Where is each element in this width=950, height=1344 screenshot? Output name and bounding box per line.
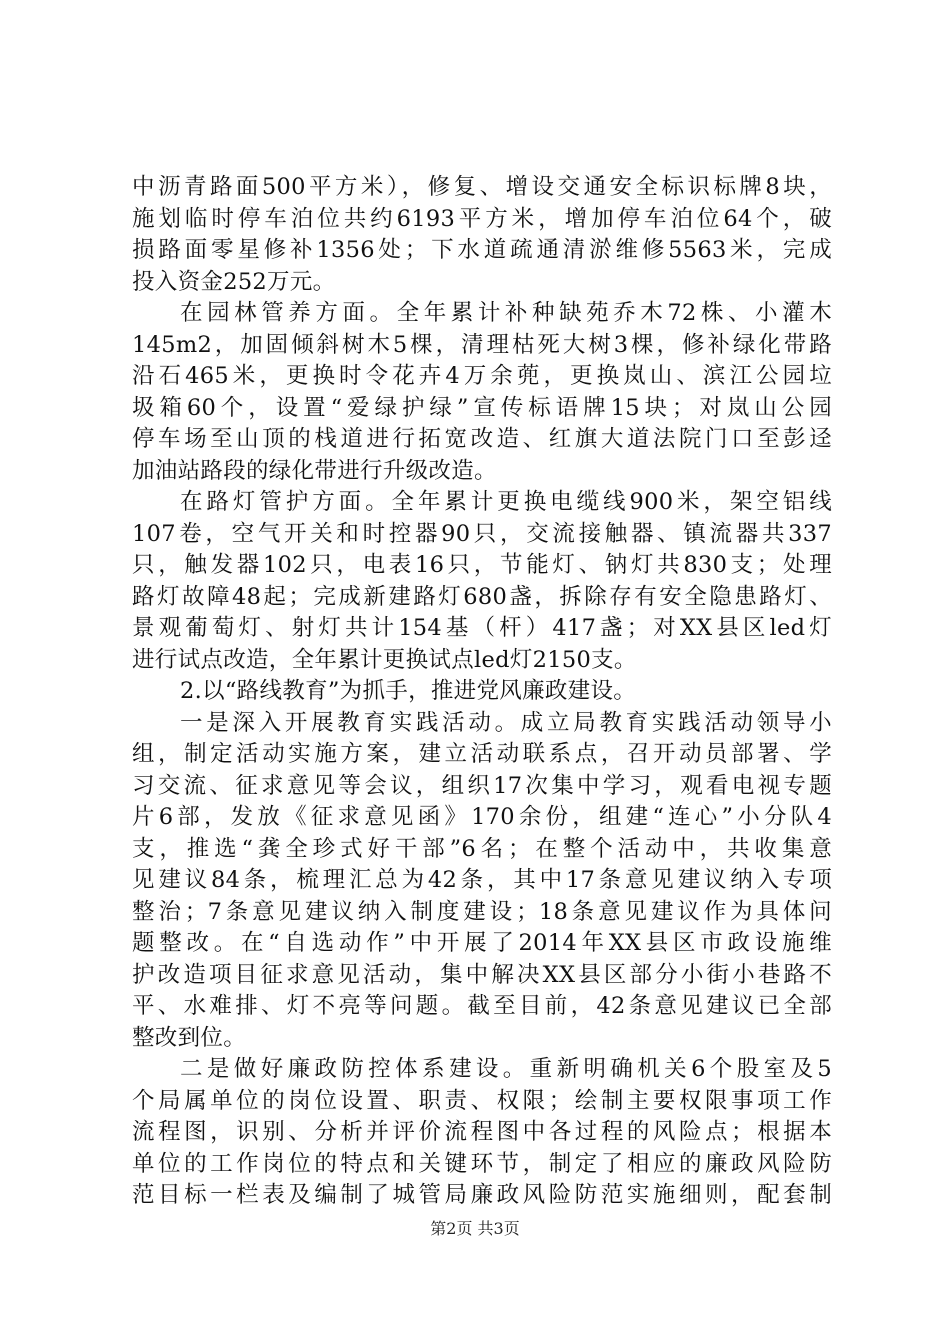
- text-line: 加油站路段的绿化带进行升级改造。: [132, 457, 497, 484]
- text-line: 圾箱60个，设置“爱绿护绿”宣传标语牌15块；对岚山公园: [132, 394, 832, 421]
- text-line: 见建议84条，梳理汇总为42条，其中17条意见建议纳入专项: [132, 867, 832, 893]
- text-line: 整治；7条意见建议纳入制度建设；18条意见建议作为具体问: [132, 898, 832, 925]
- text-line: 平、水难排、灯不亮等问题。截至目前，42条意见建议已全部: [132, 993, 832, 1019]
- text-line: 流程图，识别、分析并评价流程图中各过程的风险点；根据本: [132, 1119, 832, 1145]
- text-line: 沿石465米，更换时令花卉4万余蔸，更换岚山、滨江公园垃: [132, 363, 832, 389]
- text-line: 一是深入开展教育实践活动。成立局教育实践活动领导小: [180, 709, 832, 736]
- text-line: 损路面零星修补1356处；下水道疏通清淤维修5563米，完成: [132, 237, 832, 263]
- text-line: 片6部，发放《征求意见函》170余份，组建“连心”小分队4: [132, 804, 832, 830]
- text-line: 施划临时停车泊位共约6193平方米，增加停车泊位64个，破: [132, 205, 832, 232]
- body-text: [132, 172, 832, 1212]
- text-line: 进行试点改造，全年累计更换试点led灯2150支。: [132, 646, 637, 673]
- text-line: 只，触发器102只，电表16只，节能灯、钠灯共830支；处理: [132, 552, 832, 578]
- text-line: 145m2，加固倾斜树木5棵，清理枯死大树3棵，修补绿化带路: [132, 331, 832, 358]
- text-line: 107卷，空气开关和时控器90只，交流接触器、镇流器共337: [132, 520, 832, 547]
- page-footer: 第2页 共3页: [430, 1219, 520, 1238]
- text-line: 景观葡萄灯、射灯共计154基（杆）417盏；对XX县区led灯: [132, 615, 832, 641]
- text-line: 组，制定活动实施方案，建立活动联系点，召开动员部署、学: [132, 741, 832, 767]
- text-line: 整改到位。: [132, 1024, 247, 1051]
- text-line: 停车场至山顶的栈道进行拓宽改造、红旗大道法院门口至彭迳: [132, 426, 832, 452]
- text-line: 单位的工作岗位的特点和关键环节，制定了相应的廉政风险防: [132, 1150, 832, 1177]
- text-line: 范目标一栏表及编制了城管局廉政风险防范实施细则，配套制: [132, 1182, 832, 1208]
- text-line: 题整改。在“自选动作”中开展了2014年XX县区市政设施维: [132, 930, 832, 956]
- text-line: 支，推选“龚全珍式好干部”6名；在整个活动中，共收集意: [132, 835, 832, 862]
- text-line: 投入资金252万元。: [132, 268, 336, 295]
- text-line: 2.以“路线教育”为抓手，推进党风廉政建设。: [180, 678, 637, 704]
- text-line: 护改造项目征求意见活动，集中解决XX县区部分小街小巷路不: [132, 961, 832, 988]
- text-line: 在园林管养方面。全年累计补种缺苑乔木72株、小灌木: [180, 300, 832, 326]
- text-line: 路灯故障48起；完成新建路灯680盏，拆除存有安全隐患路灯、: [132, 583, 832, 610]
- text-line: 二是做好廉政防控体系建设。重新明确机关6个股室及5: [180, 1056, 832, 1082]
- text-line: 中沥青路面500平方米），修复、增设交通安全标识标牌8块，: [132, 174, 832, 200]
- text-line: 在路灯管护方面。全年累计更换电缆线900米，架空铝线: [180, 489, 832, 515]
- text-line: 习交流、征求意见等会议，组织17次集中学习，观看电视专题: [132, 772, 832, 799]
- text-line: 个局属单位的岗位设置、职责、权限；绘制主要权限事项工作: [132, 1087, 832, 1114]
